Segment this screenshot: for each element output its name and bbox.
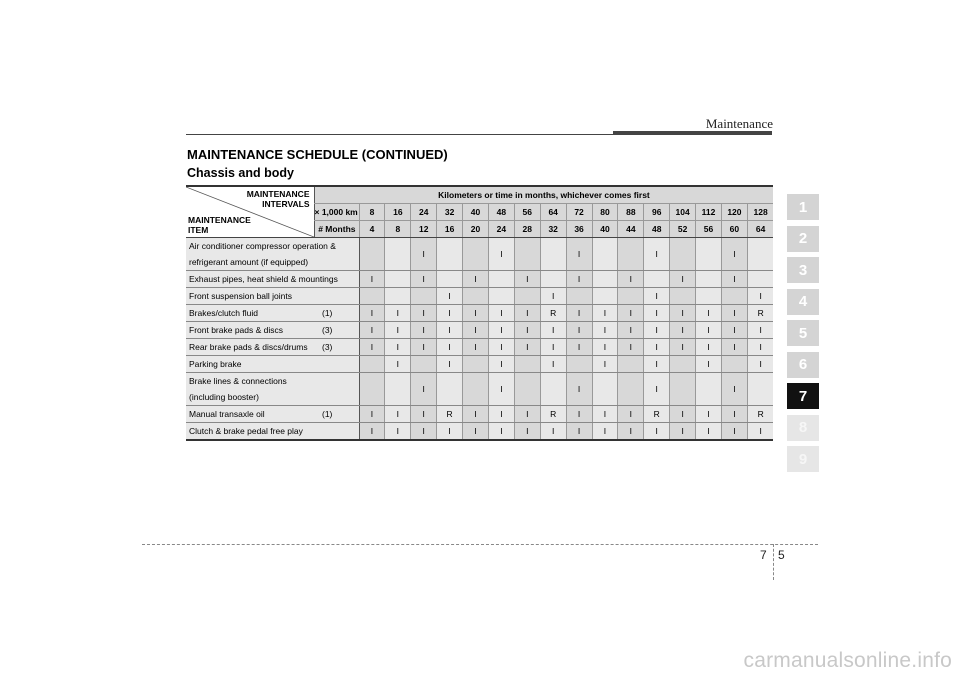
schedule-cell: I bbox=[514, 305, 540, 322]
schedule-cell: I bbox=[618, 406, 644, 423]
km-value: 128 bbox=[747, 204, 773, 221]
schedule-cell: I bbox=[540, 322, 566, 339]
footer-page-divider bbox=[773, 544, 774, 580]
chapter-tabs bbox=[787, 194, 819, 478]
km-value: 16 bbox=[385, 204, 411, 221]
page-title: MAINTENANCE SCHEDULE (CONTINUED) bbox=[187, 147, 448, 162]
schedule-cell bbox=[437, 271, 463, 288]
header-section-title: Maintenance bbox=[705, 116, 773, 131]
schedule-cell bbox=[359, 288, 385, 305]
table-row bbox=[186, 373, 773, 406]
schedule-cell: I bbox=[566, 406, 592, 423]
schedule-cell bbox=[385, 238, 411, 271]
schedule-cell: I bbox=[747, 339, 773, 356]
schedule-cell bbox=[488, 288, 514, 305]
schedule-cell: I bbox=[437, 339, 463, 356]
schedule-cell: I bbox=[437, 288, 463, 305]
maintenance-item-label: Front brake pads & discs bbox=[189, 325, 284, 335]
schedule-cell: I bbox=[696, 356, 722, 373]
schedule-cell: I bbox=[592, 339, 618, 356]
schedule-cell bbox=[747, 373, 773, 406]
km-value: 24 bbox=[411, 204, 437, 221]
schedule-cell: I bbox=[618, 322, 644, 339]
chapter-tab-1[interactable]: 1 bbox=[787, 194, 819, 220]
schedule-cell: I bbox=[696, 322, 722, 339]
schedule-cell bbox=[514, 356, 540, 373]
schedule-cell bbox=[618, 356, 644, 373]
schedule-cell: I bbox=[385, 356, 411, 373]
months-value: 32 bbox=[540, 221, 566, 238]
schedule-cell bbox=[463, 373, 489, 406]
km-value: 48 bbox=[488, 204, 514, 221]
table-row bbox=[186, 356, 773, 373]
schedule-cell bbox=[670, 356, 696, 373]
schedule-cell bbox=[670, 288, 696, 305]
schedule-cell: I bbox=[644, 238, 670, 271]
schedule-cell: I bbox=[540, 423, 566, 441]
schedule-cell: I bbox=[411, 423, 437, 441]
schedule-cell: I bbox=[721, 423, 747, 441]
schedule-cell: I bbox=[437, 305, 463, 322]
schedule-cell bbox=[644, 271, 670, 288]
schedule-cell: I bbox=[385, 322, 411, 339]
schedule-cell: I bbox=[721, 339, 747, 356]
schedule-cell: I bbox=[411, 305, 437, 322]
schedule-cell: I bbox=[592, 305, 618, 322]
schedule-cell: I bbox=[488, 423, 514, 441]
chapter-tab-2[interactable]: 2 bbox=[787, 226, 819, 252]
chapter-tab-8[interactable]: 8 bbox=[787, 415, 819, 441]
km-value: 112 bbox=[696, 204, 722, 221]
schedule-cell bbox=[721, 288, 747, 305]
schedule-cell bbox=[670, 373, 696, 406]
maintenance-item-label: Rear brake pads & discs/drums bbox=[189, 342, 308, 352]
schedule-cell: I bbox=[721, 322, 747, 339]
schedule-cell: I bbox=[747, 288, 773, 305]
schedule-cell bbox=[463, 356, 489, 373]
schedule-cell: R bbox=[747, 406, 773, 423]
schedule-cell bbox=[696, 271, 722, 288]
schedule-cell: I bbox=[696, 339, 722, 356]
page-chapter-number: 7 bbox=[760, 548, 767, 562]
chapter-tab-6[interactable]: 6 bbox=[787, 352, 819, 378]
schedule-cell: I bbox=[411, 271, 437, 288]
schedule-cell: I bbox=[437, 423, 463, 441]
corner-item-label: MAINTENANCE ITEM bbox=[188, 215, 251, 235]
schedule-cell: I bbox=[514, 322, 540, 339]
schedule-cell bbox=[696, 238, 722, 271]
schedule-cell: R bbox=[644, 406, 670, 423]
km-value: 80 bbox=[592, 204, 618, 221]
schedule-cell bbox=[385, 373, 411, 406]
km-value: 8 bbox=[359, 204, 385, 221]
schedule-cell bbox=[540, 373, 566, 406]
maintenance-item bbox=[186, 373, 359, 406]
schedule-cell bbox=[618, 288, 644, 305]
table-row bbox=[186, 305, 773, 322]
schedule-cell bbox=[463, 238, 489, 271]
schedule-cell bbox=[566, 288, 592, 305]
months-value: 20 bbox=[463, 221, 489, 238]
maintenance-item-label: Parking brake bbox=[189, 359, 242, 369]
schedule-cell bbox=[514, 373, 540, 406]
maintenance-item bbox=[186, 288, 359, 305]
schedule-cell: I bbox=[359, 339, 385, 356]
schedule-cell bbox=[540, 238, 566, 271]
km-value: 72 bbox=[566, 204, 592, 221]
schedule-cell: I bbox=[514, 339, 540, 356]
schedule-cell bbox=[721, 356, 747, 373]
schedule-cell: I bbox=[644, 373, 670, 406]
schedule-cell bbox=[747, 238, 773, 271]
schedule-cell: I bbox=[488, 322, 514, 339]
schedule-cell: I bbox=[747, 423, 773, 441]
table-row bbox=[186, 423, 773, 441]
maintenance-item-label: Front suspension ball joints bbox=[189, 291, 293, 301]
schedule-cell: I bbox=[670, 339, 696, 356]
months-value: 52 bbox=[670, 221, 696, 238]
schedule-cell bbox=[437, 373, 463, 406]
footer-divider bbox=[142, 544, 818, 545]
km-value: 64 bbox=[540, 204, 566, 221]
schedule-cell bbox=[514, 288, 540, 305]
schedule-cell: I bbox=[540, 356, 566, 373]
schedule-cell: I bbox=[644, 288, 670, 305]
km-value: 120 bbox=[721, 204, 747, 221]
page-number: 5 bbox=[778, 548, 785, 562]
schedule-cell: I bbox=[592, 322, 618, 339]
maintenance-item bbox=[186, 356, 359, 373]
watermark: carmanualsonline.info bbox=[743, 649, 952, 672]
chapter-tab-4[interactable]: 4 bbox=[787, 289, 819, 315]
schedule-cell: R bbox=[540, 305, 566, 322]
schedule-cell: I bbox=[385, 339, 411, 356]
maintenance-item-note: (1) bbox=[322, 308, 333, 318]
table-row bbox=[186, 322, 773, 339]
schedule-cell bbox=[359, 373, 385, 406]
schedule-cell: I bbox=[385, 305, 411, 322]
maintenance-item bbox=[186, 238, 359, 271]
schedule-cell bbox=[696, 288, 722, 305]
months-value: 60 bbox=[721, 221, 747, 238]
header-rule-accent bbox=[613, 131, 772, 135]
schedule-cell: I bbox=[463, 322, 489, 339]
maintenance-item bbox=[186, 406, 359, 423]
section-title: Chassis and body bbox=[187, 166, 294, 180]
schedule-cell bbox=[514, 238, 540, 271]
schedule-cell: I bbox=[644, 356, 670, 373]
schedule-cell bbox=[359, 356, 385, 373]
table-row bbox=[186, 288, 773, 305]
schedule-cell bbox=[488, 271, 514, 288]
schedule-cell: I bbox=[411, 339, 437, 356]
schedule-cell: I bbox=[592, 423, 618, 441]
chapter-tab-3[interactable]: 3 bbox=[787, 257, 819, 283]
schedule-cell bbox=[411, 288, 437, 305]
km-value: 32 bbox=[437, 204, 463, 221]
schedule-cell: I bbox=[644, 423, 670, 441]
schedule-cell: I bbox=[514, 271, 540, 288]
schedule-cell: I bbox=[437, 322, 463, 339]
schedule-cell: I bbox=[463, 423, 489, 441]
schedule-cell: I bbox=[359, 322, 385, 339]
months-value: 64 bbox=[747, 221, 773, 238]
schedule-cell: I bbox=[411, 238, 437, 271]
schedule-cell: I bbox=[566, 339, 592, 356]
schedule-cell: I bbox=[463, 339, 489, 356]
schedule-cell: I bbox=[488, 238, 514, 271]
schedule-cell: I bbox=[721, 271, 747, 288]
schedule-cell: I bbox=[747, 356, 773, 373]
schedule-cell: I bbox=[566, 373, 592, 406]
schedule-cell: I bbox=[463, 406, 489, 423]
schedule-cell: I bbox=[463, 271, 489, 288]
schedule-cell: I bbox=[463, 305, 489, 322]
schedule-cell: I bbox=[540, 339, 566, 356]
schedule-cell bbox=[696, 373, 722, 406]
schedule-cell: I bbox=[670, 423, 696, 441]
months-value: 4 bbox=[359, 221, 385, 238]
schedule-cell: I bbox=[359, 271, 385, 288]
schedule-cell: I bbox=[514, 423, 540, 441]
maintenance-item-note: (3) bbox=[322, 342, 333, 352]
km-value: 56 bbox=[514, 204, 540, 221]
schedule-cell: I bbox=[670, 305, 696, 322]
schedule-cell: I bbox=[721, 373, 747, 406]
schedule-cell bbox=[747, 271, 773, 288]
schedule-cell: I bbox=[540, 288, 566, 305]
schedule-cell: I bbox=[644, 305, 670, 322]
table-row bbox=[186, 339, 773, 356]
schedule-cell: I bbox=[514, 406, 540, 423]
schedule-cell bbox=[359, 238, 385, 271]
schedule-cell bbox=[463, 288, 489, 305]
months-value: 12 bbox=[411, 221, 437, 238]
km-value: 40 bbox=[463, 204, 489, 221]
schedule-cell: I bbox=[437, 356, 463, 373]
schedule-cell: I bbox=[566, 238, 592, 271]
maintenance-item bbox=[186, 271, 359, 288]
table-corner-header bbox=[186, 186, 314, 238]
km-value: 96 bbox=[644, 204, 670, 221]
months-value: 48 bbox=[644, 221, 670, 238]
months-unit-label: # Months bbox=[314, 221, 359, 238]
schedule-cell bbox=[385, 288, 411, 305]
schedule-cell: I bbox=[721, 305, 747, 322]
schedule-cell bbox=[670, 238, 696, 271]
schedule-cell bbox=[618, 238, 644, 271]
schedule-cell: I bbox=[488, 339, 514, 356]
interval-span-header: Kilometers or time in months, whichever comes first bbox=[314, 186, 773, 204]
maintenance-item-label: refrigerant amount (if equipped) bbox=[189, 257, 309, 267]
schedule-body bbox=[186, 238, 773, 441]
maintenance-item-label: Exhaust pipes, heat shield & mountings bbox=[189, 274, 338, 284]
schedule-cell: I bbox=[592, 406, 618, 423]
schedule-cell: I bbox=[618, 305, 644, 322]
maintenance-item-label: Brakes/clutch fluid bbox=[189, 308, 258, 318]
schedule-cell: I bbox=[411, 322, 437, 339]
maintenance-item bbox=[186, 322, 359, 339]
schedule-cell bbox=[437, 238, 463, 271]
maintenance-item-note: (1) bbox=[322, 409, 333, 419]
schedule-cell: I bbox=[618, 271, 644, 288]
schedule-cell: I bbox=[359, 423, 385, 441]
schedule-cell: I bbox=[747, 322, 773, 339]
km-value: 88 bbox=[618, 204, 644, 221]
km-unit-label: × 1,000 km bbox=[314, 204, 359, 221]
schedule-cell: I bbox=[385, 423, 411, 441]
months-value: 24 bbox=[488, 221, 514, 238]
schedule-cell: I bbox=[721, 238, 747, 271]
schedule-cell bbox=[411, 356, 437, 373]
schedule-cell: I bbox=[488, 356, 514, 373]
maintenance-item-label: Air conditioner compressor operation & bbox=[189, 241, 336, 251]
schedule-cell: R bbox=[540, 406, 566, 423]
schedule-cell bbox=[618, 373, 644, 406]
schedule-cell bbox=[592, 373, 618, 406]
schedule-cell: R bbox=[747, 305, 773, 322]
maintenance-item-label: (including booster) bbox=[189, 392, 259, 402]
maintenance-schedule-table bbox=[186, 185, 773, 441]
schedule-cell bbox=[385, 271, 411, 288]
schedule-cell: I bbox=[644, 339, 670, 356]
maintenance-item-label: Clutch & brake pedal free play bbox=[189, 426, 303, 436]
schedule-cell: I bbox=[566, 423, 592, 441]
km-value: 104 bbox=[670, 204, 696, 221]
schedule-cell: I bbox=[618, 423, 644, 441]
table-row bbox=[186, 406, 773, 423]
months-value: 36 bbox=[566, 221, 592, 238]
schedule-cell bbox=[540, 271, 566, 288]
chapter-tab-9[interactable]: 9 bbox=[787, 446, 819, 472]
months-value: 16 bbox=[437, 221, 463, 238]
months-value: 8 bbox=[385, 221, 411, 238]
chapter-tab-7[interactable]: 7 bbox=[787, 383, 819, 409]
schedule-cell: I bbox=[670, 322, 696, 339]
maintenance-item bbox=[186, 305, 359, 322]
schedule-cell bbox=[592, 271, 618, 288]
schedule-cell: I bbox=[488, 305, 514, 322]
schedule-cell: I bbox=[385, 406, 411, 423]
schedule-cell: R bbox=[437, 406, 463, 423]
months-value: 56 bbox=[696, 221, 722, 238]
schedule-cell: I bbox=[488, 406, 514, 423]
maintenance-item bbox=[186, 339, 359, 356]
months-value: 28 bbox=[514, 221, 540, 238]
schedule-cell: I bbox=[359, 406, 385, 423]
maintenance-item-note: (3) bbox=[322, 325, 333, 335]
schedule-cell: I bbox=[670, 406, 696, 423]
schedule-cell: I bbox=[488, 373, 514, 406]
schedule-cell: I bbox=[566, 305, 592, 322]
maintenance-item bbox=[186, 423, 359, 441]
months-value: 40 bbox=[592, 221, 618, 238]
schedule-cell: I bbox=[411, 406, 437, 423]
schedule-cell: I bbox=[566, 322, 592, 339]
maintenance-item-label: Manual transaxle oil bbox=[189, 409, 265, 419]
table-row bbox=[186, 238, 773, 271]
schedule-cell: I bbox=[592, 356, 618, 373]
schedule-cell: I bbox=[644, 322, 670, 339]
schedule-cell: I bbox=[618, 339, 644, 356]
schedule-cell: I bbox=[566, 271, 592, 288]
schedule-cell: I bbox=[411, 373, 437, 406]
schedule-cell: I bbox=[696, 423, 722, 441]
corner-intervals-label: MAINTENANCE INTERVALS bbox=[246, 189, 310, 209]
schedule-cell: I bbox=[696, 305, 722, 322]
schedule-cell bbox=[592, 288, 618, 305]
schedule-cell bbox=[592, 238, 618, 271]
schedule-cell bbox=[566, 356, 592, 373]
schedule-cell: I bbox=[696, 406, 722, 423]
schedule-cell: I bbox=[359, 305, 385, 322]
maintenance-item-label: Brake lines & connections bbox=[189, 376, 287, 386]
table-row bbox=[186, 271, 773, 288]
schedule-cell: I bbox=[670, 271, 696, 288]
chapter-tab-5[interactable]: 5 bbox=[787, 320, 819, 346]
schedule-cell: I bbox=[721, 406, 747, 423]
months-value: 44 bbox=[618, 221, 644, 238]
